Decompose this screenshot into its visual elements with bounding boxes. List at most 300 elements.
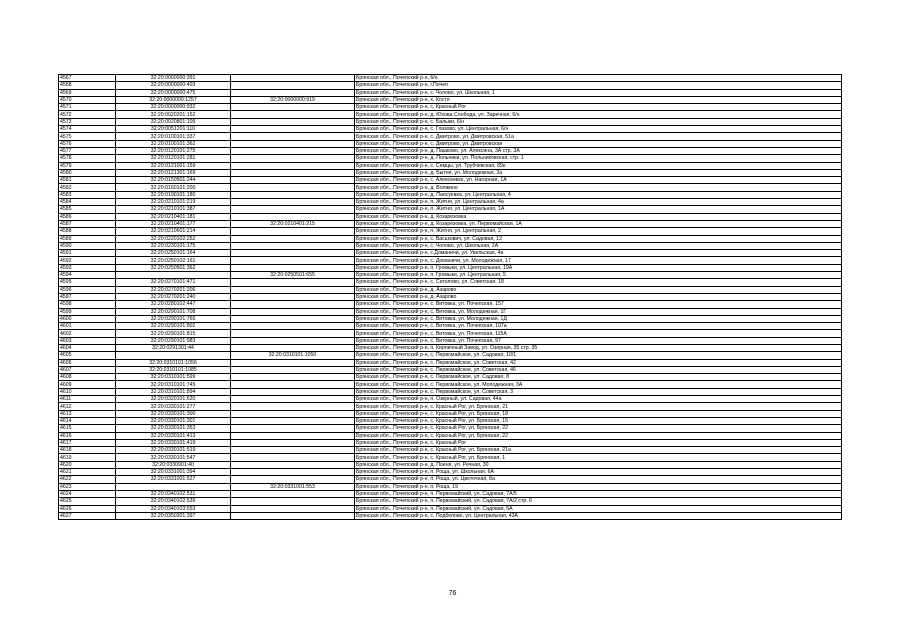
address-cell: Брянская обл., Почепский р-н, с. Первомайское, ул. Советская, 3 (355, 388, 842, 395)
cadastral-number-cell: 32:20:0340102:539 (116, 498, 231, 505)
secondary-cadastral-number-cell (231, 184, 355, 191)
table-row (59, 213, 842, 220)
table-row (59, 425, 842, 432)
cadastral-table (58, 74, 842, 520)
secondary-cadastral-number-cell (231, 315, 355, 322)
secondary-cadastral-number-cell (231, 133, 355, 140)
row-number-cell: 4574 (59, 126, 116, 133)
table-row (59, 403, 842, 410)
cadastral-number-cell: 32:20:0330101:353 (116, 425, 231, 432)
table-row (59, 272, 842, 279)
address-cell: Брянская обл., Почепский р-н, с. Васькович, ул. Садовая, 12 (355, 235, 842, 242)
address-cell: Брянская обл., Почепский р-н, с. Красный Рог, ул. Брянская, 21а (355, 447, 842, 454)
secondary-cadastral-number-cell: 32:20:0331001:553 (231, 483, 355, 490)
cadastral-number-cell: 32:20:0160101:200 (116, 184, 231, 191)
row-number-cell: 4600 (59, 315, 116, 322)
row-number-cell: 4625 (59, 498, 116, 505)
row-number-cell: 4621 (59, 469, 116, 476)
row-number-cell: 4602 (59, 330, 116, 337)
cadastral-number-cell: 32:20:0330101:277 (116, 403, 231, 410)
row-number-cell: 4607 (59, 366, 116, 373)
cadastral-number-cell (116, 272, 231, 279)
cadastral-number-cell: 32:20:0330101:519 (116, 447, 231, 454)
address-cell: Брянская обл., Почепский р-н, с. Глазово, ул. Центральная, 6/н (355, 126, 842, 133)
cadastral-number-cell: 32:20:0310101:1085 (116, 366, 231, 373)
secondary-cadastral-number-cell (231, 104, 355, 111)
cadastral-number-cell (116, 483, 231, 490)
secondary-cadastral-number-cell: 32:20:0310101:1050 (231, 352, 355, 359)
table-row (59, 293, 842, 300)
secondary-cadastral-number-cell (231, 461, 355, 468)
row-number-cell: 4592 (59, 257, 116, 264)
cadastral-number-cell: 32:20:0051201:110 (116, 126, 231, 133)
address-cell: Брянская обл., Почепский р-н, с. Витовка, ул. Почепская, 107а (355, 323, 842, 330)
row-number-cell: 4588 (59, 228, 116, 235)
secondary-cadastral-number-cell (231, 432, 355, 439)
table-row (59, 410, 842, 417)
address-cell: Брянская обл., Почепский р-н, с. Красный Рог, ул. Брянская, 1 (355, 454, 842, 461)
row-number-cell: 4581 (59, 177, 116, 184)
secondary-cadastral-number-cell (231, 381, 355, 388)
cadastral-number-cell: 32:20:0230101:175 (116, 242, 231, 249)
row-number-cell: 4576 (59, 140, 116, 147)
secondary-cadastral-number-cell (231, 250, 355, 257)
cadastral-number-cell: 32:20:0120101:275 (116, 147, 231, 154)
row-number-cell: 4606 (59, 359, 116, 366)
row-number-cell: 4587 (59, 220, 116, 227)
address-cell: Брянская обл., Почепский р-н, с. Витовка, ул. Почепская, 157 (355, 301, 842, 308)
table-row (59, 235, 842, 242)
table-row (59, 366, 842, 373)
address-cell: Брянская обл., Почепский р-н, с.Доманичи, ул. Увельская, 4а (355, 250, 842, 257)
address-cell: Брянская обл., Почепский р-н, с. Витовка, ул. Молодежная, 1Д (355, 315, 842, 322)
row-number-cell: 4569 (59, 89, 116, 96)
secondary-cadastral-number-cell (231, 490, 355, 497)
table-row (59, 155, 842, 162)
cadastral-number-cell: 32:20:0000000:1257 (116, 96, 231, 103)
address-cell: Брянская обл., Почепский р-н, с. Доманичи, ул. Молодежная, 17 (355, 257, 842, 264)
row-number-cell: 4605 (59, 352, 116, 359)
cadastral-number-cell: 32:20:0250101:164 (116, 250, 231, 257)
secondary-cadastral-number-cell (231, 308, 355, 315)
address-cell: Брянская обл., Почепский р-н, с. Витовка, ул. Почепская, 97 (355, 337, 842, 344)
address-cell: Брянская обл., Почепский р-н, с. Первомайское, ул. Советская, 42 (355, 359, 842, 366)
address-cell: Брянская обл., Почепский р-н, с. Дмитрово, ул. Дмитровская (355, 140, 842, 147)
secondary-cadastral-number-cell (231, 199, 355, 206)
cadastral-number-cell: 32:20:0270201:240 (116, 293, 231, 300)
secondary-cadastral-number-cell (231, 388, 355, 395)
table-row (59, 417, 842, 424)
address-cell: Брянская обл., Почепский р-н, д. Пашково, ул. Алексина, 3А стр. 3А (355, 147, 842, 154)
table-row (59, 242, 842, 249)
row-number-cell: 4595 (59, 279, 116, 286)
row-number-cell: 4614 (59, 417, 116, 424)
table-row (59, 118, 842, 125)
secondary-cadastral-number-cell (231, 374, 355, 381)
row-number-cell: 4578 (59, 155, 116, 162)
cadastral-number-cell: 32:20:0291301:44 (116, 344, 231, 351)
address-cell: Брянская обл., Почепский р-н, п. Житня, ул. Центральная, 2 (355, 228, 842, 235)
table-row (59, 301, 842, 308)
secondary-cadastral-number-cell (231, 228, 355, 235)
table-row (59, 184, 842, 191)
cadastral-number-cell: 32:20:0121301:169 (116, 169, 231, 176)
cadastral-number-cell: 32:20:0000000:403 (116, 82, 231, 89)
cadastral-number-cell: 32:20:0290101:815 (116, 330, 231, 337)
address-cell: Брянская обл., Почепский р-н, д. Азарово (355, 293, 842, 300)
address-cell: Брянская обл., Почепский р-н, д. Бытня, ул. Молодежная, 3а (355, 169, 842, 176)
cadastral-number-cell: 32:20:0210601:214 (116, 228, 231, 235)
cadastral-number-cell: 32:20:0020201:152 (116, 111, 231, 118)
secondary-cadastral-number-cell (231, 403, 355, 410)
row-number-cell: 4580 (59, 169, 116, 176)
row-number-cell: 4616 (59, 432, 116, 439)
secondary-cadastral-number-cell (231, 155, 355, 162)
table-row (59, 461, 842, 468)
cadastral-number-cell: 32:20:0330901:40 (116, 461, 231, 468)
cadastral-number-cell: 32:20:0331001:527 (116, 476, 231, 483)
address-cell: Брянская обл., Почепский р-н, д. Волжино (355, 184, 842, 191)
address-cell: Брянская обл., Почепский р-н, с. Алексеевск, ул. Нагорная, 1А (355, 177, 842, 184)
secondary-cadastral-number-cell (231, 359, 355, 366)
table-row (59, 286, 842, 293)
secondary-cadastral-number-cell (231, 505, 355, 512)
table-row (59, 308, 842, 315)
table-row (59, 512, 842, 519)
row-number-cell: 4589 (59, 235, 116, 242)
table-row (59, 96, 842, 103)
cadastral-number-cell: 32:20:0210401:177 (116, 220, 231, 227)
cadastral-number-cell: 32:20:0270101:471 (116, 279, 231, 286)
address-cell: Брянская обл., Почепский р-н, с. Чолово, ул. Школьная, 2А (355, 242, 842, 249)
address-cell: Брянская обл., Почепский р-н, с. Красный Рог, ул. Брянская, 22 (355, 432, 842, 439)
address-cell: Брянская обл., Почепский р-н, с. Красный Рог, ул. Брянская, 18 (355, 410, 842, 417)
table-row (59, 447, 842, 454)
cadastral-number-cell: 32:20:0330101:300 (116, 410, 231, 417)
address-cell: Брянская обл., Почепский р-н, с. Красный Рог, ул. Брянская, 21 (355, 403, 842, 410)
secondary-cadastral-number-cell (231, 177, 355, 184)
address-cell: Брянская обл., Почепский р-н, г.Почеп (355, 82, 842, 89)
table-row (59, 177, 842, 184)
table-row (59, 454, 842, 461)
table-row (59, 315, 842, 322)
secondary-cadastral-number-cell (231, 439, 355, 446)
cadastral-number-cell: 32:20:0210101:387 (116, 206, 231, 213)
secondary-cadastral-number-cell (231, 512, 355, 519)
secondary-cadastral-number-cell (231, 206, 355, 213)
row-number-cell: 4610 (59, 388, 116, 395)
secondary-cadastral-number-cell (231, 410, 355, 417)
table-row (59, 82, 842, 89)
table-row (59, 337, 842, 344)
secondary-cadastral-number-cell (231, 417, 355, 424)
address-cell: Брянская обл., Почепский р-н, п. Первомайский, ул. Садовая, 7А/2 стр. 6 (355, 498, 842, 505)
table-body (59, 75, 842, 520)
row-number-cell: 4608 (59, 374, 116, 381)
address-cell: Брянская обл., Почепский р-н, п. Озерный, ул. Садовая, 44а (355, 396, 842, 403)
cadastral-number-cell: 32:20:0190101:180 (116, 191, 231, 198)
secondary-cadastral-number-cell (231, 330, 355, 337)
table-row (59, 220, 842, 227)
table-row (59, 133, 842, 140)
address-cell: Брянская обл., Почепский р-н, д. Папсуевка, ул. Центральная, 4 (355, 191, 842, 198)
cadastral-number-cell: 32:20:0000000:391 (116, 75, 231, 82)
cadastral-number-cell: 32:20:0290101:802 (116, 323, 231, 330)
table-row (59, 89, 842, 96)
address-cell: Брянская обл., Почепский р-н, с. Красный Рог, ул. Брянская, 15 (355, 417, 842, 424)
secondary-cadastral-number-cell: 32:20:0250501:655 (231, 272, 355, 279)
row-number-cell: 4618 (59, 447, 116, 454)
cadastral-number-cell: 32:20:0320101:620 (116, 396, 231, 403)
cadastral-number-cell: 32:20:0350301:397 (116, 512, 231, 519)
row-number-cell: 4615 (59, 425, 116, 432)
secondary-cadastral-number-cell (231, 264, 355, 271)
row-number-cell: 4594 (59, 272, 116, 279)
table-row (59, 505, 842, 512)
secondary-cadastral-number-cell (231, 235, 355, 242)
row-number-cell: 4596 (59, 286, 116, 293)
secondary-cadastral-number-cell (231, 323, 355, 330)
secondary-cadastral-number-cell (231, 191, 355, 198)
row-number-cell: 4623 (59, 483, 116, 490)
table-row (59, 169, 842, 176)
row-number-cell: 4626 (59, 505, 116, 512)
secondary-cadastral-number-cell (231, 366, 355, 373)
secondary-cadastral-number-cell (231, 293, 355, 300)
cadastral-number-cell: 32:20:0310101:1056 (116, 359, 231, 366)
address-cell: Брянская обл., Почепский р-н, с. Витовка, ул. Почепская, 115А (355, 330, 842, 337)
secondary-cadastral-number-cell (231, 118, 355, 125)
address-cell: Брянская обл., Почепский р-н, п. Громыки, ул. Центральная, 5 (355, 272, 842, 279)
row-number-cell: 4593 (59, 264, 116, 271)
secondary-cadastral-number-cell (231, 279, 355, 286)
address-cell: Брянская обл., Почепский р-н, с. Красный Рог (355, 104, 842, 111)
row-number-cell: 4590 (59, 242, 116, 249)
table-row (59, 388, 842, 395)
secondary-cadastral-number-cell (231, 425, 355, 432)
secondary-cadastral-number-cell (231, 162, 355, 169)
table-row (59, 359, 842, 366)
cadastral-number-cell: 32:20:0100101:362 (116, 140, 231, 147)
cadastral-number-cell: 32:20:0310101:745 (116, 381, 231, 388)
row-number-cell: 4571 (59, 104, 116, 111)
table-row (59, 483, 842, 490)
cadastral-number-cell: 32:20:0220102:252 (116, 235, 231, 242)
table-row (59, 469, 842, 476)
secondary-cadastral-number-cell (231, 286, 355, 293)
table-row (59, 374, 842, 381)
address-cell: Брянская обл., Почепский р-н, д. Козарезовка (355, 213, 842, 220)
address-cell: Брянская обл., Почепский р-н, с. Сетолово, ул. Советская, 18 (355, 279, 842, 286)
row-number-cell: 4627 (59, 512, 116, 519)
address-cell: Брянская обл., Почепский р-н, п. Роща, 19 (355, 483, 842, 490)
secondary-cadastral-number-cell (231, 140, 355, 147)
row-number-cell: 4624 (59, 490, 116, 497)
secondary-cadastral-number-cell (231, 169, 355, 176)
row-number-cell: 4612 (59, 403, 116, 410)
address-cell: Брянская обл., Почепский р-н, с. Балыки, 6/н (355, 118, 842, 125)
secondary-cadastral-number-cell (231, 111, 355, 118)
page-number: 76 (448, 590, 457, 597)
cadastral-number-cell: 32:20:0310101:599 (116, 374, 231, 381)
cadastral-number-cell: 32:20:0100101:337 (116, 133, 231, 140)
secondary-cadastral-number-cell (231, 337, 355, 344)
secondary-cadastral-number-cell (231, 498, 355, 505)
row-number-cell: 4611 (59, 396, 116, 403)
row-number-cell: 4575 (59, 133, 116, 140)
table-row (59, 199, 842, 206)
cadastral-number-cell: 32:20:0340102:531 (116, 490, 231, 497)
cadastral-number-cell: 32:20:0150501:244 (116, 177, 231, 184)
secondary-cadastral-number-cell (231, 454, 355, 461)
table-row (59, 381, 842, 388)
address-cell: Брянская обл., Почепский р-н, д. Юхова Слобода, ул. Заречная, 6/н (355, 111, 842, 118)
address-cell: Брянская обл., Почепский р-н, с. Подбелово, ул. Центральная, 43А (355, 512, 842, 519)
row-number-cell: 4619 (59, 454, 116, 461)
table-row (59, 257, 842, 264)
address-cell: Брянская обл., Почепский р-н, с. Чолово, ул. Школьная, 1 (355, 89, 842, 96)
row-number-cell: 4603 (59, 337, 116, 344)
row-number-cell: 4620 (59, 461, 116, 468)
address-cell: Брянская обл., Почепский р-н, с. Красный Рог, ул. Брянская, 22 (355, 425, 842, 432)
cadastral-number-cell: 32:20:0000000:475 (116, 89, 231, 96)
address-cell: Брянская обл., Почепский р-н, с. Первомайское, ул. Молодежная, 3А (355, 381, 842, 388)
cadastral-number-cell: 32:20:0331001:394 (116, 469, 231, 476)
secondary-cadastral-number-cell (231, 301, 355, 308)
cadastral-number-cell: 32:20:0210101:219 (116, 199, 231, 206)
cadastral-number-cell: 32:20:0290101:983 (116, 337, 231, 344)
row-number-cell: 4617 (59, 439, 116, 446)
cadastral-number-cell: 32:20:0280102:447 (116, 301, 231, 308)
cadastral-number-cell: 32:20:0330101:419 (116, 439, 231, 446)
secondary-cadastral-number-cell (231, 344, 355, 351)
secondary-cadastral-number-cell (231, 82, 355, 89)
cadastral-number-cell: 32:20:0210401:181 (116, 213, 231, 220)
address-cell: Брянская обл., Почепский р-н, д. Азарово (355, 286, 842, 293)
address-cell: Брянская обл., Почепский р-н, п. Кирпичный Завод, ул. Озерная, 35 стр. 35 (355, 344, 842, 351)
secondary-cadastral-number-cell (231, 242, 355, 249)
row-number-cell: 4591 (59, 250, 116, 257)
table-row (59, 432, 842, 439)
secondary-cadastral-number-cell (231, 396, 355, 403)
address-cell: Брянская обл., Почепский р-н, с. Витовка, ул. Молодежная, 1Г (355, 308, 842, 315)
cadastral-number-cell: 32:20:0290101:765 (116, 315, 231, 322)
row-number-cell: 4604 (59, 344, 116, 351)
address-cell: Брянская обл., Почепский р-н, с. Первомайское, ул. Советская, 46 (355, 366, 842, 373)
secondary-cadastral-number-cell (231, 126, 355, 133)
cadastral-number-cell (116, 352, 231, 359)
cadastral-number-cell: 32:20:0310101:894 (116, 388, 231, 395)
table-row (59, 476, 842, 483)
table-row (59, 147, 842, 154)
table-row (59, 250, 842, 257)
table-row (59, 191, 842, 198)
row-number-cell: 4582 (59, 184, 116, 191)
address-cell: Брянская обл., Почепский р-н, д. Козарезовка, ул. Первомайская, 1А (355, 220, 842, 227)
row-number-cell: 4585 (59, 206, 116, 213)
table-row (59, 162, 842, 169)
cadastral-number-cell: 32:20:0330101:547 (116, 454, 231, 461)
row-number-cell: 4572 (59, 111, 116, 118)
address-cell: Брянская обл., Почепский р-н, п. Житня, ул. Центральная, 4а (355, 199, 842, 206)
row-number-cell: 4583 (59, 191, 116, 198)
table-row (59, 344, 842, 351)
table-row (59, 75, 842, 82)
address-cell: Брянская обл., Почепский р-н, с. Красный Рог (355, 439, 842, 446)
row-number-cell: 4568 (59, 82, 116, 89)
table-row (59, 264, 842, 271)
row-number-cell: 4598 (59, 301, 116, 308)
table-row (59, 126, 842, 133)
row-number-cell: 4622 (59, 476, 116, 483)
secondary-cadastral-number-cell (231, 75, 355, 82)
table-row (59, 279, 842, 286)
cadastral-number-cell: 32:20:0270201:206 (116, 286, 231, 293)
secondary-cadastral-number-cell (231, 213, 355, 220)
row-number-cell: 4577 (59, 147, 116, 154)
address-cell: Брянская обл., Почепский р-н, с. Первомайское, ул. Садовая, 10/1 (355, 352, 842, 359)
table-row (59, 206, 842, 213)
address-cell: Брянская обл., Почепский р-н, с. Первомайское, ул. Садовая, 8 (355, 374, 842, 381)
row-number-cell: 4573 (59, 118, 116, 125)
secondary-cadastral-number-cell (231, 257, 355, 264)
table-row (59, 490, 842, 497)
address-cell: Брянская обл., Почепский р-н, х. Костя (355, 96, 842, 103)
row-number-cell: 4579 (59, 162, 116, 169)
table-row (59, 323, 842, 330)
table-row (59, 396, 842, 403)
cadastral-number-cell: 32:20:0250501:362 (116, 264, 231, 271)
secondary-cadastral-number-cell (231, 476, 355, 483)
table-row (59, 439, 842, 446)
address-cell: Брянская обл., Почепский р-н, п. Роща, ул. Цветочная, 8а (355, 476, 842, 483)
address-cell: Брянская обл., Почепский р-н, д. Польники, ул. Польниковская, стр. 1 (355, 155, 842, 162)
secondary-cadastral-number-cell: 32:20:0210401:215 (231, 220, 355, 227)
row-number-cell: 4586 (59, 213, 116, 220)
secondary-cadastral-number-cell: 32:20:0000000:919 (231, 96, 355, 103)
row-number-cell: 4584 (59, 199, 116, 206)
cadastral-number-cell: 32:20:0120101:281 (116, 155, 231, 162)
secondary-cadastral-number-cell (231, 147, 355, 154)
cadastral-number-cell: 32:20:0330101:301 (116, 417, 231, 424)
table-row (59, 140, 842, 147)
address-cell: Брянская обл., Почепский р-н, д. Поеня, ул. Речная, 30 (355, 461, 842, 468)
cadastral-number-cell: 32:20:0290101:708 (116, 308, 231, 315)
row-number-cell: 4601 (59, 323, 116, 330)
address-cell: Брянская обл., Почепский р-н, п. Житня, ул. Центральная, 1А (355, 206, 842, 213)
table-row (59, 104, 842, 111)
address-cell: Брянская обл., Почепский р-н, 6/н (355, 75, 842, 82)
cadastral-number-cell: 32:20:0340103:553 (116, 505, 231, 512)
cadastral-number-cell: 32:20:0330101:413 (116, 432, 231, 439)
secondary-cadastral-number-cell (231, 89, 355, 96)
row-number-cell: 4599 (59, 308, 116, 315)
address-cell: Брянская обл., Почепский р-н, с. Дмитрово, ул. Дмитровская, 51а (355, 133, 842, 140)
row-number-cell: 4613 (59, 410, 116, 417)
address-cell: Брянская обл., Почепский р-н, п. Первомайский, ул. Садовая, 7А/5 (355, 490, 842, 497)
address-cell: Брянская обл., Почепский р-н, п. Первомайский, ул. Садовая, 5А (355, 505, 842, 512)
address-cell: Брянская обл., Почепский р-н, п. Громыки, ул. Центральная, 19А (355, 264, 842, 271)
row-number-cell: 4570 (59, 96, 116, 103)
table-row (59, 111, 842, 118)
cadastral-number-cell: 32:20:0020801:105 (116, 118, 231, 125)
row-number-cell: 4609 (59, 381, 116, 388)
cadastral-number-cell: 32:20:0250102:161 (116, 257, 231, 264)
cadastral-number-cell: 32:20:0000000:932 (116, 104, 231, 111)
address-cell: Брянская обл., Почепский р-н, п. Роща, ул. Школьная, 6А (355, 469, 842, 476)
cadastral-number-cell: 32:20:0121001:159 (116, 162, 231, 169)
table-row (59, 228, 842, 235)
